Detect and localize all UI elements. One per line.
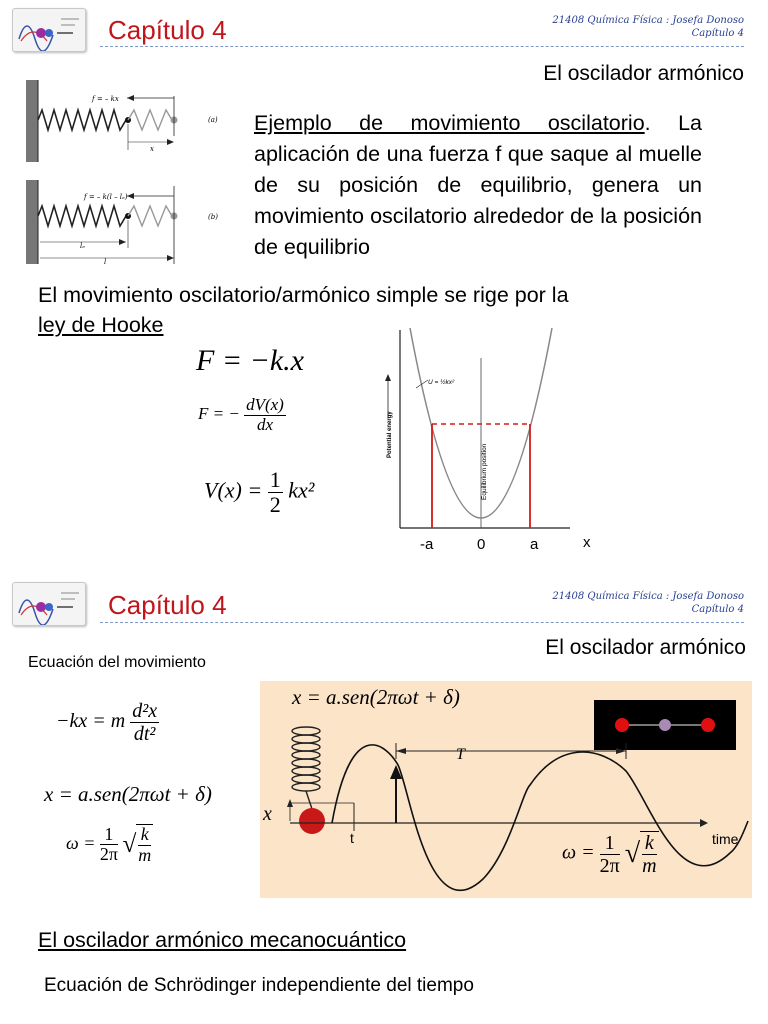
sqrt-icon: √ xyxy=(624,838,641,869)
graph-omega-lhs: ω = xyxy=(562,841,595,864)
eq1-fraction xyxy=(130,700,159,745)
header-divider xyxy=(100,622,744,623)
eq3-fraction xyxy=(268,468,283,517)
course-line-2: Capítulo 4 xyxy=(691,28,744,39)
force-label-b: f = – k(l – lₑ) xyxy=(84,193,128,201)
graph-omega-sqrt xyxy=(640,831,658,877)
time-label: time xyxy=(712,831,739,847)
eq3-denominator: 2π xyxy=(99,844,118,865)
sine-wave-graph xyxy=(260,681,752,898)
example-paragraph xyxy=(254,108,702,263)
course-header xyxy=(552,590,744,616)
eq3-lhs: ω = xyxy=(66,832,96,853)
force-label-a: f = – kx xyxy=(92,95,119,103)
potential-equation xyxy=(204,468,314,517)
x-label: x xyxy=(263,803,272,825)
eq3-fraction xyxy=(100,825,118,866)
oscillation-panel xyxy=(260,681,752,898)
graph-omega-sqrt-den: m xyxy=(642,855,657,877)
graph-omega-equation xyxy=(562,831,659,877)
eq3-lhs: V(x) = xyxy=(204,477,263,503)
example-rest: . La aplicación de una fuerza f que saque al muelle de su posición de equilibrio, genera un movimiento oscilatorio alrededor de la posición de equilibrio xyxy=(254,111,702,259)
l-label-b: l xyxy=(104,258,107,266)
eq1-lhs: −kx = m xyxy=(56,710,126,733)
eq3-sqrt-num: k xyxy=(138,825,151,846)
course-line-2: Capítulo 4 xyxy=(691,604,744,615)
eq1-denominator: dt² xyxy=(133,723,156,745)
equilibrium-label: Equilibrium position xyxy=(481,443,488,500)
le-label-b: lₑ xyxy=(80,242,85,250)
hooke-line-2: ley de Hooke xyxy=(38,313,164,337)
tick-x: x xyxy=(583,534,591,551)
graph-omega-fraction xyxy=(600,832,620,877)
graph-omega-sqrt-num: k xyxy=(642,832,656,855)
mass-ball xyxy=(299,808,325,834)
period-label: T xyxy=(456,746,465,763)
eq2-fraction xyxy=(244,396,286,434)
chapter-title: Capítulo 4 xyxy=(108,15,227,45)
solution-equation: x = a.sen(2πωt + δ) xyxy=(44,782,212,806)
potential-energy-plot xyxy=(380,328,600,558)
quantum-title: El oscilador armónico mecanocuántico xyxy=(38,928,407,952)
coil-spring xyxy=(292,727,320,809)
course-logo xyxy=(12,582,86,626)
plot-ylabel: Potential energy xyxy=(387,411,393,458)
motion-label: Ecuación del movimiento xyxy=(28,654,206,671)
x-label-a: x xyxy=(150,145,154,153)
tick-a: a xyxy=(530,536,539,553)
eq3-sqrt xyxy=(136,824,153,866)
force-potential-equation xyxy=(198,396,286,434)
logo-graph-icon xyxy=(13,583,85,625)
header-divider xyxy=(100,46,744,47)
sqrt-icon: √ xyxy=(122,830,137,858)
eq1-numerator: d²x xyxy=(132,700,158,722)
eq3-numerator: 1 xyxy=(100,825,118,846)
section-title: El oscilador armónico xyxy=(543,62,744,85)
curve-label: U = ½kx² xyxy=(428,379,455,386)
t-label: t xyxy=(350,830,354,846)
logo-graph-icon xyxy=(13,9,85,51)
course-line-1: 21408 Química Física : Josefa Donoso xyxy=(552,591,744,602)
hooke-equation: F = −k.x xyxy=(196,344,304,377)
section-title: El oscilador armónico xyxy=(545,636,746,659)
graph-omega-den: 2π xyxy=(599,854,620,877)
tick-minus-a: -a xyxy=(420,536,434,553)
label-b: (b) xyxy=(208,213,218,221)
schrodinger-label: Ecuación de Schrödinger independiente del tiempo xyxy=(44,975,474,996)
chapter-title: Capítulo 4 xyxy=(108,590,227,620)
graph-equation: x = a.sen(2πωt + δ) xyxy=(292,685,460,709)
eq3-numerator: 1 xyxy=(269,467,281,492)
graph-omega-num: 1 xyxy=(600,832,620,855)
eq3-sqrt-den: m xyxy=(138,844,152,865)
course-logo xyxy=(12,8,86,52)
course-line-1: 21408 Química Física : Josefa Donoso xyxy=(552,15,744,26)
eq3-denominator: 2 xyxy=(269,492,281,518)
hooke-line-1: El movimiento oscilatorio/armónico simple se rige por la xyxy=(38,283,569,307)
tick-zero: 0 xyxy=(477,536,486,553)
motion-equation xyxy=(56,700,159,745)
eq3-rhs: kx² xyxy=(288,477,315,503)
eq2-numerator: dV(x) xyxy=(246,395,284,414)
spring-diagram xyxy=(22,76,234,266)
eq2-lhs: F = − xyxy=(198,404,240,424)
course-header xyxy=(552,14,744,40)
example-underlined: Ejemplo de movimiento oscilatorio xyxy=(254,111,645,135)
eq2-denominator: dx xyxy=(256,414,273,434)
label-a: (a) xyxy=(208,116,218,124)
omega-equation xyxy=(66,824,153,866)
